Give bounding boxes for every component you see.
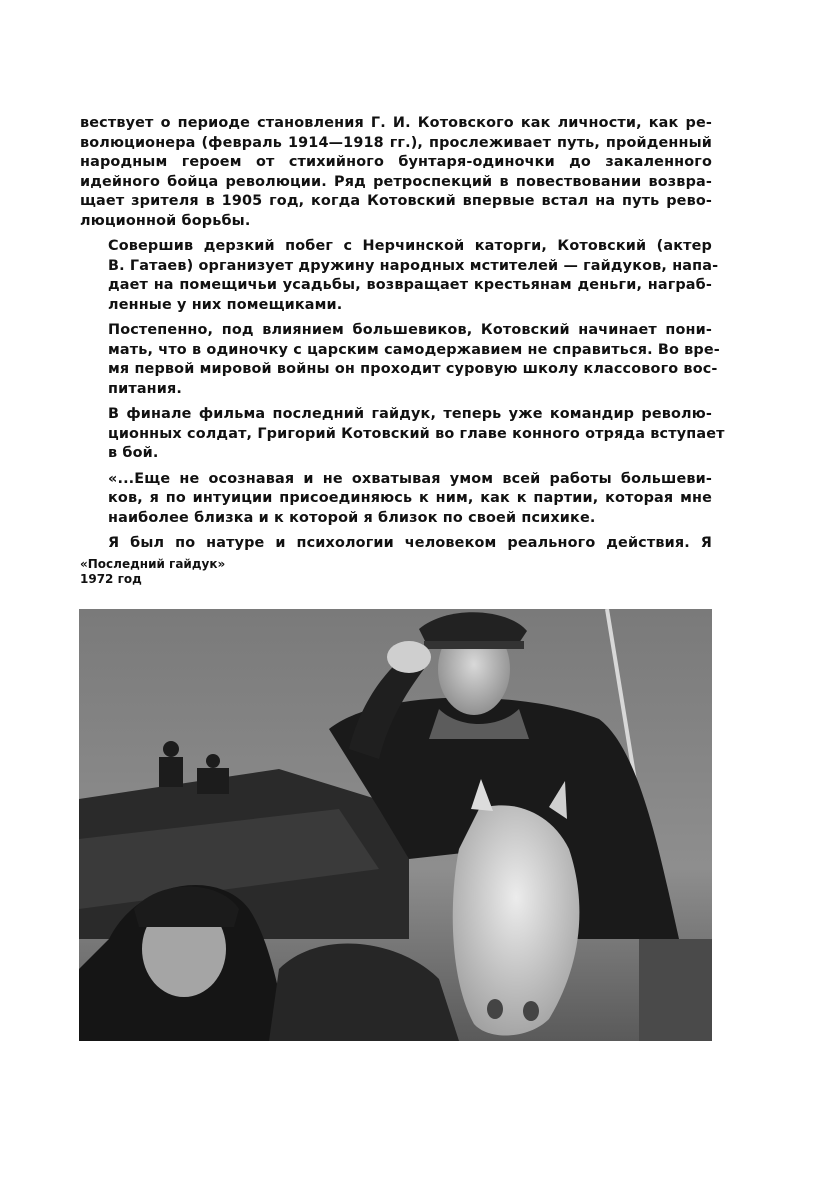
text-line: волюционера (февраль 1914—1918 гг.), прослеживает путь, пройденный (80, 134, 712, 151)
paragraph-1 (80, 114, 712, 231)
caption-year: 1972 год (80, 572, 142, 586)
text-line: щает зрителя в 1905 год, когда Котовский впервые встал на путь рево- (80, 193, 712, 209)
paragraph-6 (80, 534, 712, 554)
text-line: в бой. (108, 445, 159, 461)
caption-film-title: «Последний гайдук» (80, 557, 226, 571)
text-line: В финале фильма последний гайдук, теперь уже командир револю- (108, 406, 712, 422)
paragraph-2 (80, 237, 719, 315)
body-text (80, 114, 725, 560)
text-line: В. Гатаев) организует дружину народных мстителей — гайдуков, напа- (108, 257, 719, 274)
text-line: питания. (108, 380, 183, 397)
photo-caption (80, 557, 225, 587)
text-line: дает на помещичьи усадьбы, возвращает крестьянам деньги, награб- (108, 277, 712, 293)
text-line: мать, что в одиночку с царским самодержавием не справиться. Во вре- (108, 341, 720, 358)
text-line: Я был по натуре и психологии человеком реального действия. Я (108, 535, 712, 551)
text-line: наиболее близка и к которой я близок по своей психике. (108, 509, 596, 526)
text-line: мя первой мировой войны он проходит суровую школу классового вос- (108, 361, 718, 377)
text-line: идейного бойца революции. Ряд ретроспекций в повествовании возвра- (80, 173, 712, 190)
text-line: ков, я по интуиции присоединяюсь к ним, как к партии, которая мне (108, 490, 712, 506)
text-line: ционных солдат, Григорий Котовский во главе конного отряда вступает (108, 425, 725, 442)
text-line: народным героем от стихийного бунтаря-одиночки до закаленного (80, 154, 712, 170)
film-still-photo (79, 609, 712, 1041)
paragraph-4 (80, 405, 725, 464)
film-still-illustration (79, 609, 712, 1041)
text-line: люционной борьбы. (80, 212, 251, 229)
text-line: Совершив дерзкий побег с Нерчинской каторги, Котовский (актер (108, 238, 712, 254)
text-line: ленные у них помещиками. (108, 296, 343, 313)
paragraph-3 (80, 321, 720, 399)
text-line: «...Еще не осознавая и не охватывая умом всей работы большеви- (108, 470, 712, 487)
text-line: вествует о периоде становления Г. И. Котовского как личности, как ре- (80, 115, 712, 131)
paragraph-5-quote (80, 470, 712, 529)
text-line: Постепенно, под влиянием большевиков, Котовский начинает пони- (108, 322, 712, 338)
